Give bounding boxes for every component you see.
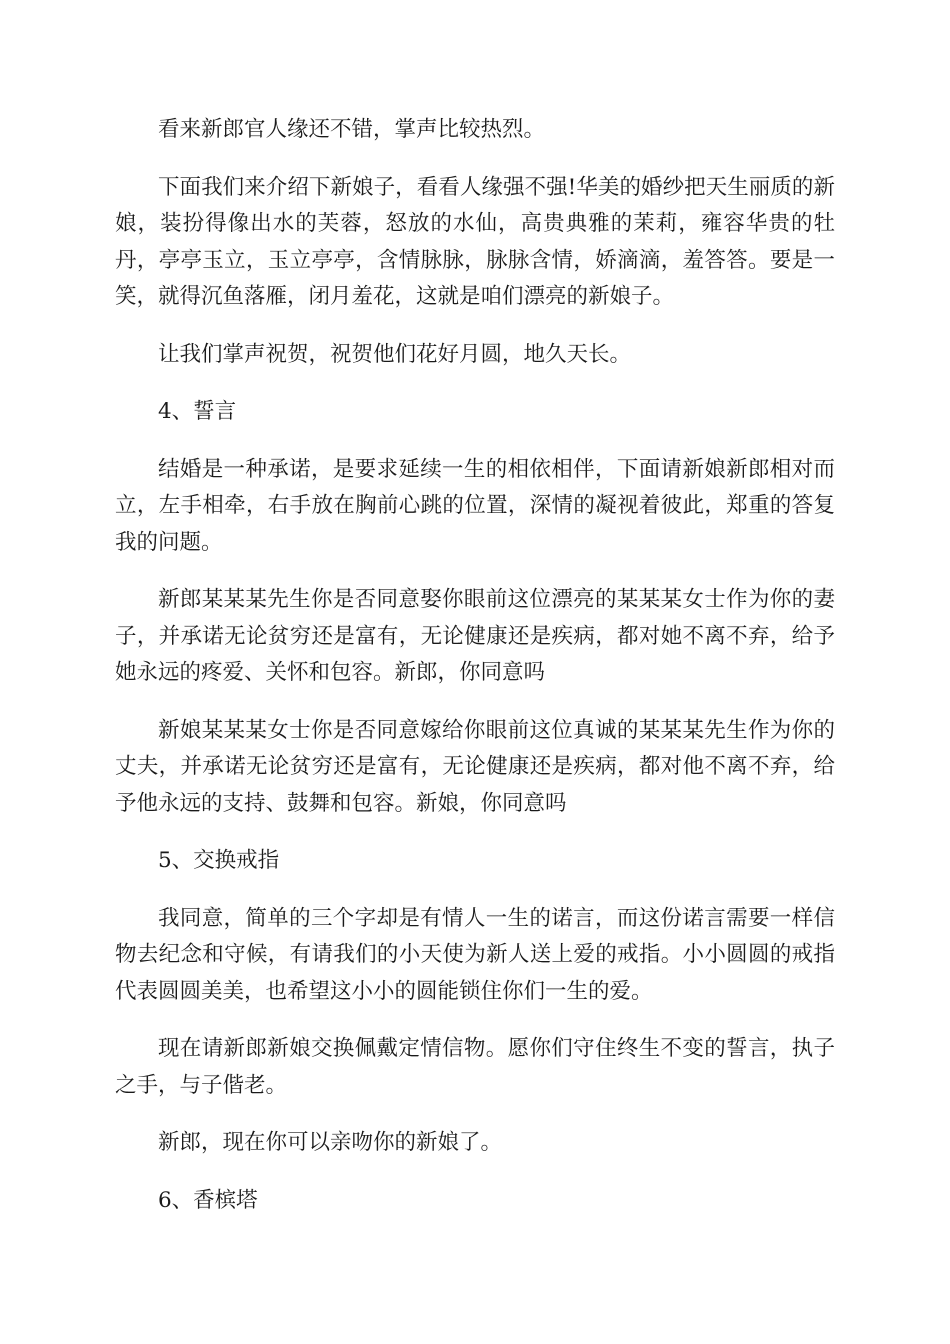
paragraph-bride-vow: 新娘某某某女士你是否同意嫁给你眼前这位真诚的某某某先生作为你的丈夫，并承诺无论贫穷还是富有，无论健康还是疾病，都对他不离不弃，给予他永远的支持、鼓舞和包容。新娘，你同意吗 xyxy=(115,717,835,816)
paragraph-congratulations: 让我们掌声祝贺，祝贺他们花好月圆，地久天长。 xyxy=(158,341,632,367)
paragraph-kiss-bride: 新郎，现在你可以亲吻你的新娘了。 xyxy=(158,1130,503,1155)
paragraph-applause-groom: 看来新郎官人缘还不错，掌声比较热烈。 xyxy=(158,117,546,142)
paragraph-introduce-bride: 下面我们来介绍下新娘子，看看人缘强不强!华美的婚纱把天生丽质的新娘，装扮得像出水的芙蓉，怒放的水仙，高贵典雅的茉莉，雍容华贵的牡丹，亭亭玉立，玉立亭亭，含情脉脉，脉脉含情，娇滴滴，羞答答。要是一笑，就得沉鱼落雁，闭月羞花，这就是咱们漂亮的新娘子。 xyxy=(115,174,835,309)
paragraph-vows-intro: 结婚是一种承诺，是要求延续一生的相依相伴，下面请新娘新郎相对而立，左手相牵，右手放在胸前心跳的位置，深情的凝视着彼此，郑重的答复我的问题。 xyxy=(115,456,835,555)
section-heading-vows: 4、誓言 xyxy=(158,399,237,424)
paragraph-exchange-tokens: 现在请新郎新娘交换佩戴定情信物。愿你们守住终生不变的誓言，执子之手，与子偕老。 xyxy=(115,1036,835,1098)
document-body xyxy=(115,112,835,1240)
section-heading-champagne-tower: 6、香槟塔 xyxy=(158,1187,258,1213)
section-heading-ring-exchange: 5、交换戒指 xyxy=(158,848,280,873)
paragraph-groom-vow: 新郎某某某先生你是否同意娶你眼前这位漂亮的某某某女士作为你的妻子，并承诺无论贫穷还是富有，无论健康还是疾病，都对她不离不弃，给予她永远的疼爱、关怀和包容。新郎，你同意吗 xyxy=(115,587,835,685)
paragraph-ring-intro: 我同意，简单的三个字却是有情人一生的诺言，而这份诺言需要一样信物去纪念和守候，有请我们的小天使为新人送上爱的戒指。小小圆圆的戒指代表圆圆美美，也希望这小小的圆能锁住你们一生的爱。 xyxy=(115,905,835,1004)
